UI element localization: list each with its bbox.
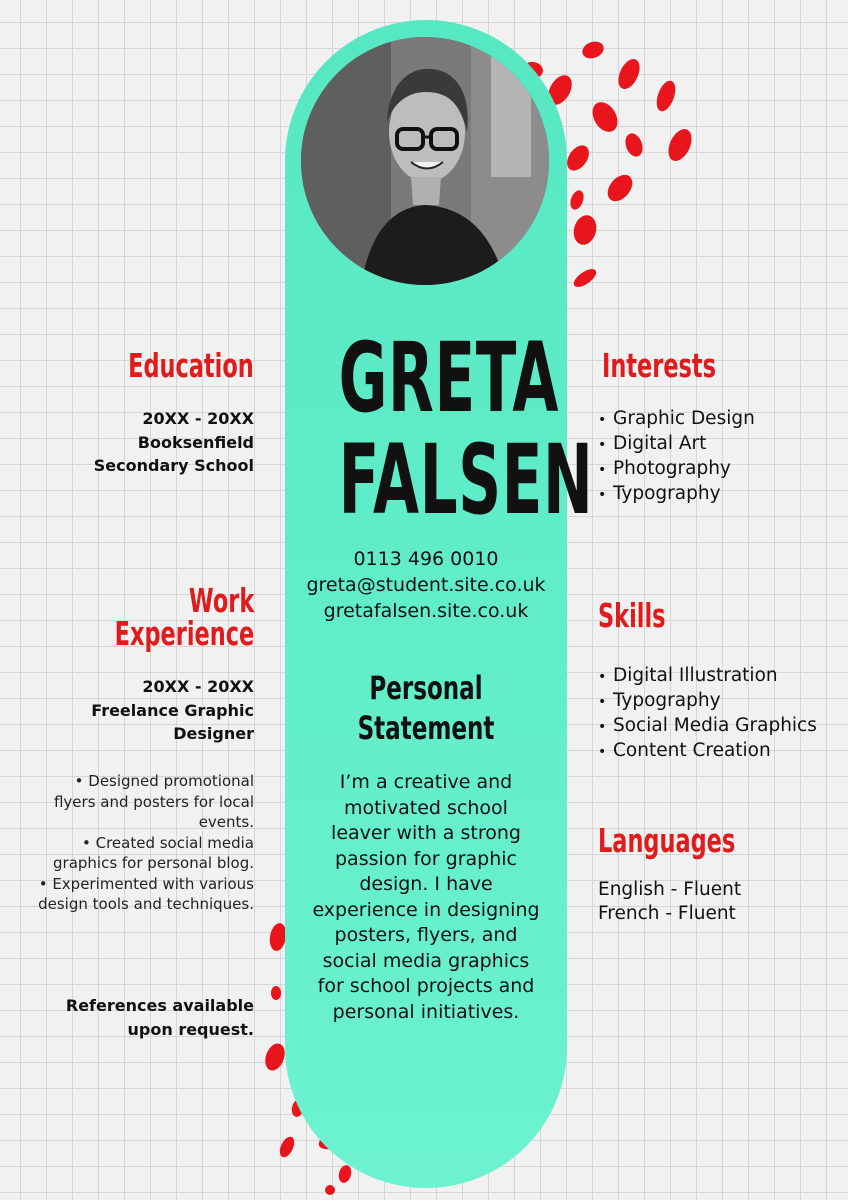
skill-item: • Social Media Graphics [598,714,817,739]
references-line1: References available [65,996,254,1015]
languages-list [598,878,741,926]
interest-item: • Photography [598,457,755,482]
personal-statement-heading-line1: Personal [369,669,483,707]
work-experience-heading [114,581,254,653]
work-bullet-item: • Experimented with various design tools and techniques. [38,874,254,915]
first-name: GRETA [338,322,560,434]
last-name: FALSEN [338,424,594,536]
interest-item: • Typography [598,482,755,507]
education-details [94,407,254,478]
interest-item: • Digital Art [598,432,755,457]
work-bullet-list [38,771,254,915]
references-note [66,994,254,1041]
references-line2: upon request. [127,1019,254,1039]
personal-statement-heading-line2: Statement [357,709,495,747]
language-item: English - Fluent [598,879,742,900]
skills-heading: Skills [598,596,666,635]
skill-item: • Content Creation [598,739,817,764]
skills-list [598,664,817,764]
interest-item: • Graphic Design [598,407,755,432]
languages-heading: Languages [598,821,736,860]
education-heading: Education [128,346,254,385]
work-heading-line2: Experience [114,614,254,653]
work-details [91,675,254,746]
education-years: 20XX - 20XX [142,409,254,428]
interests-list [598,407,755,507]
work-bullet-item: • Created social media graphics for personal blog. [38,833,254,874]
personal-statement-heading [324,668,527,748]
education-school-line1: Booksenfield [137,432,254,452]
interests-heading: Interests [602,346,717,385]
phone-number: 0113 496 0010 [353,548,499,570]
work-role-line2: Designer [173,724,254,743]
language-item: French - Fluent [598,903,736,924]
profile-photo [301,37,549,285]
website-url: gretafalsen.site.co.uk [323,600,529,622]
work-heading-line1: Work [188,581,254,620]
portrait-illustration [301,37,549,285]
skill-item: • Digital Illustration [598,664,817,689]
work-bullet-item: • Designed promotional flyers and posters for local events. [38,771,254,833]
skill-item: • Typography [598,689,817,714]
personal-statement-text: I’m a creative and motivated school leaver with a strong passion for graphic design. I have experience in designing posters, flyers, and social media graphics for school projects and personal initiatives. [312,771,540,1023]
email-address: greta@student.site.co.uk [306,574,546,596]
education-school-line2: Secondary School [93,456,254,475]
work-years: 20XX - 20XX [142,677,254,696]
work-role-line1: Freelance Graphic [91,700,254,720]
